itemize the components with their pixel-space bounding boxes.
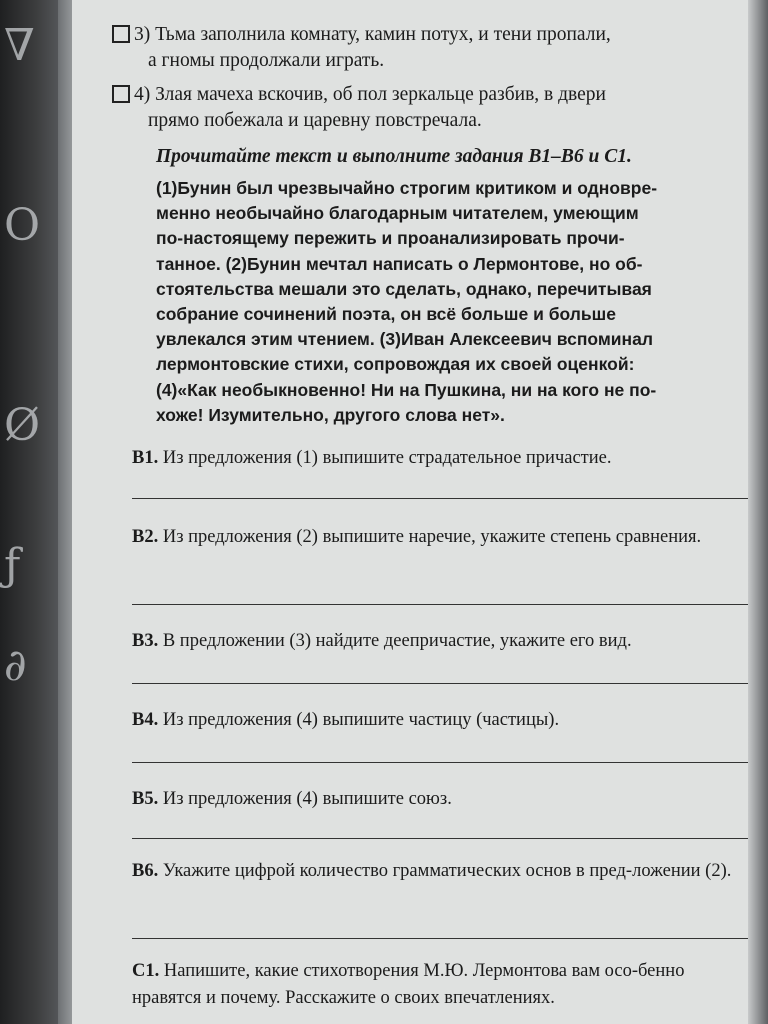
question-b3 (132, 628, 752, 655)
question-c1 (132, 958, 752, 1012)
spine-decoration-icon: Ø (4, 400, 41, 451)
question-b1 (132, 445, 752, 472)
passage-line: (4)«Как необыкновенно! Ни на Пушкина, ни на кого не по- (156, 379, 657, 400)
worksheet-page (72, 0, 756, 1024)
question-text: Напишите, какие стихотворения М.Ю. Лермонтова вам осо-бенно нравятся и почему. Расскажите о своих впечатлениях. (132, 961, 685, 1008)
checkbox[interactable] (112, 85, 130, 103)
reading-passage (156, 176, 768, 428)
passage-line: хоже! Изумительно, другого слова нет». (156, 404, 505, 425)
instruction-heading: Прочитайте текст и выполните задания В1–В6 и С1. (156, 146, 632, 167)
question-label: В4. (132, 710, 159, 730)
option-text: Тьма заполнила комнату, камин потух, и тени пропали, (155, 24, 611, 45)
option-text: Злая мачеха вскочив, об пол зеркальце разбив, в двери (155, 84, 606, 105)
question-text: В предложении (3) найдите деепричастие, укажите его вид. (162, 631, 632, 651)
question-label: С1. (132, 961, 160, 981)
question-label: В3. (132, 631, 159, 651)
question-text: Из предложения (1) выпишите страдательное причастие. (162, 448, 612, 468)
answer-line-b4[interactable] (132, 762, 768, 763)
question-b5 (132, 786, 752, 813)
option-4[interactable] (112, 82, 606, 134)
question-label: В6. (132, 861, 159, 881)
page-edge (748, 0, 768, 1024)
question-text: Из предложения (4) выпишите частицу (частицы). (162, 710, 560, 730)
checkbox[interactable] (112, 25, 130, 43)
passage-line: увлекался этим чтением. (3)Иван Алексеевич вспоминал (156, 329, 653, 350)
question-text: Укажите цифрой количество грамматических основ в пред-ложении (2). (162, 861, 732, 881)
passage-line: лермонтовские стихи, сопровождая их своей оценкой: (156, 354, 635, 375)
spine-decoration-icon: ∂ (4, 640, 27, 691)
passage-line: собрание сочинений поэта, он всё больше и больше (156, 304, 616, 325)
passage-line: менно необычайно благодарным читателем, умеющим (156, 203, 639, 224)
answer-line-b6[interactable] (132, 938, 768, 939)
background-book-spine (0, 0, 60, 1024)
question-b6 (132, 858, 752, 885)
answer-line-b2[interactable] (132, 604, 768, 605)
option-number: 4) (134, 84, 151, 105)
question-b4 (132, 707, 752, 734)
question-b2 (132, 524, 752, 551)
option-number: 3) (134, 24, 151, 45)
spine-decoration-icon: ƒ (4, 540, 21, 591)
passage-line: танное. (2)Бунин мечтал написать о Лермонтове, но об- (156, 253, 643, 274)
spine-decoration-icon: O (4, 200, 41, 251)
option-3[interactable] (112, 22, 611, 74)
question-label: В1. (132, 448, 159, 468)
passage-line: (1)Бунин был чрезвычайно строгим критиком и одновре- (156, 178, 658, 198)
question-text: Из предложения (4) выпишите союз. (162, 789, 452, 809)
passage-line: по-настоящему пережить и проанализировать прочи- (156, 228, 625, 249)
option-text-continued: а гномы продолжали играть. (148, 50, 385, 71)
question-label: В5. (132, 789, 159, 809)
answer-line-b1[interactable] (132, 498, 768, 499)
passage-line: стоятельства мешали это сделать, однако, перечитывая (156, 278, 652, 299)
question-label: В2. (132, 527, 159, 547)
answer-line-b3[interactable] (132, 683, 768, 684)
spine-decoration-icon: ∇ (4, 20, 35, 71)
question-text: Из предложения (2) выпишите наречие, укажите степень сравнения. (162, 527, 702, 547)
answer-line-b5[interactable] (132, 838, 768, 839)
option-text-continued: прямо побежала и царевну повстречала. (148, 110, 482, 131)
